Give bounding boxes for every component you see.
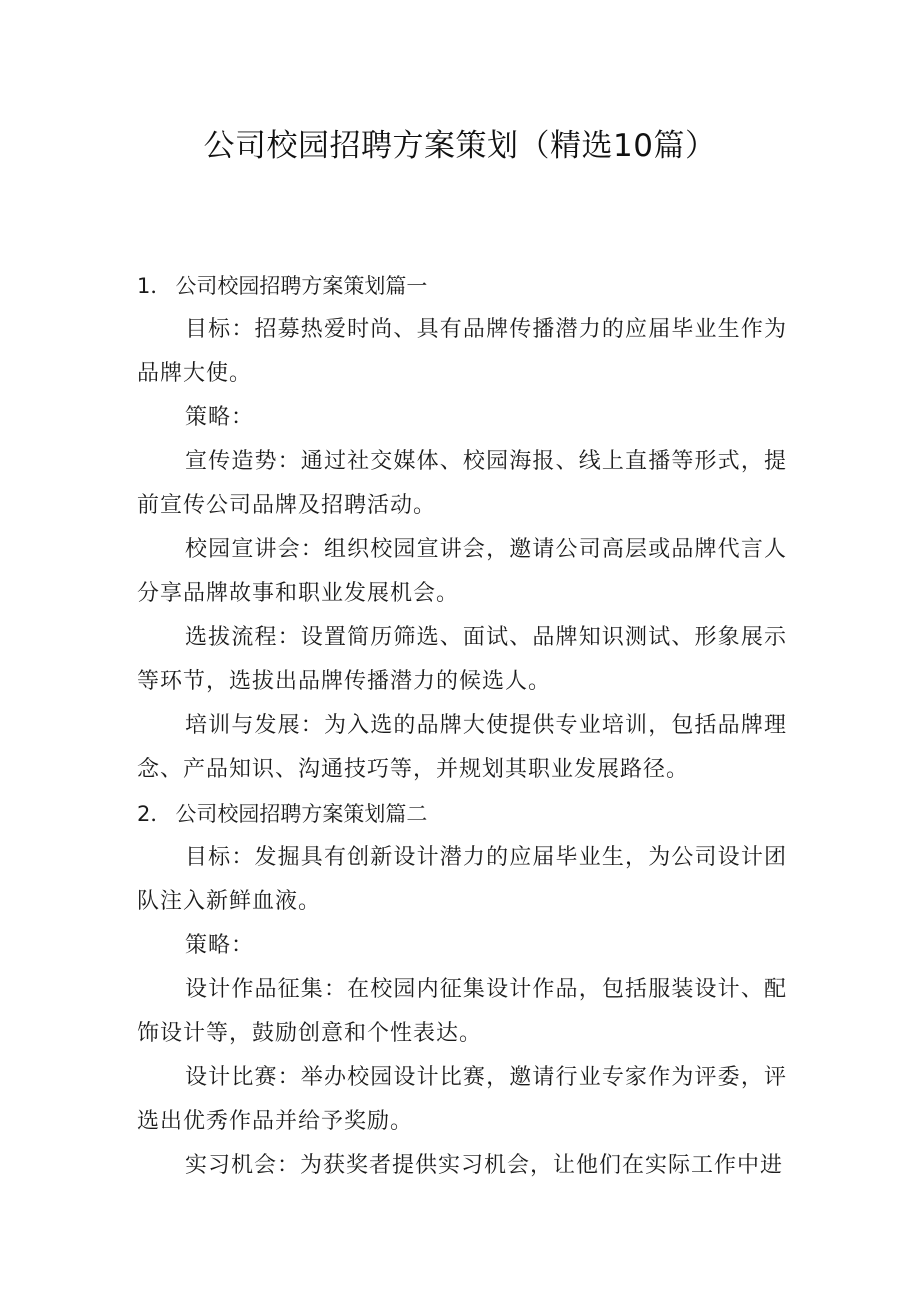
paragraph-goal: 目标：招募热爱时尚、具有品牌传播潜力的应届毕业生作为品牌大使。 xyxy=(137,317,787,386)
paragraph-strategy-label: 策略： xyxy=(185,933,255,958)
paragraph-campus-talk: 校园宣讲会：组织校园宣讲会，邀请公司高层或品牌代言人分享品牌故事和职业发展机会。 xyxy=(137,537,787,606)
paragraph-strategy-label: 策略： xyxy=(185,405,255,430)
paragraph-goal: 目标：发掘具有创新设计潜力的应届毕业生，为公司设计团队注入新鲜血液。 xyxy=(137,845,787,914)
paragraph-publicity: 宣传造势：通过社交媒体、校园海报、线上直播等形式，提前宣传公司品牌及招聘活动。 xyxy=(137,449,787,518)
section-1 xyxy=(137,264,787,792)
paragraph-selection: 选拔流程：设置简历筛选、面试、品牌知识测试、形象展示等环节，选拔出品牌传播潜力的候选人。 xyxy=(137,625,787,694)
document-title: 公司校园招聘方案策划（精选10篇） xyxy=(203,128,717,164)
section-number: 1． xyxy=(137,274,172,298)
section-heading-text: 公司校园招聘方案策划篇一 xyxy=(175,274,428,298)
section-heading xyxy=(137,264,787,308)
section-heading xyxy=(137,792,787,836)
section-number: 2． xyxy=(137,802,172,826)
document-body xyxy=(137,264,787,1188)
paragraph-training: 培训与发展：为入选的品牌大使提供专业培训，包括品牌理念、产品知识、沟通技巧等，并规划其职业发展路径。 xyxy=(137,713,787,782)
paragraph-internship: 实习机会：为获奖者提供实习机会，让他们在实际工作中进 xyxy=(185,1153,784,1178)
paragraph-design-contest: 设计比赛：举办校园设计比赛，邀请行业专家作为评委，评选出优秀作品并给予奖励。 xyxy=(137,1065,787,1134)
paragraph-design-collection: 设计作品征集：在校园内征集设计作品，包括服装设计、配饰设计等，鼓励创意和个性表达。 xyxy=(137,977,787,1046)
section-2 xyxy=(137,792,787,1188)
section-heading-text: 公司校园招聘方案策划篇二 xyxy=(175,802,428,826)
